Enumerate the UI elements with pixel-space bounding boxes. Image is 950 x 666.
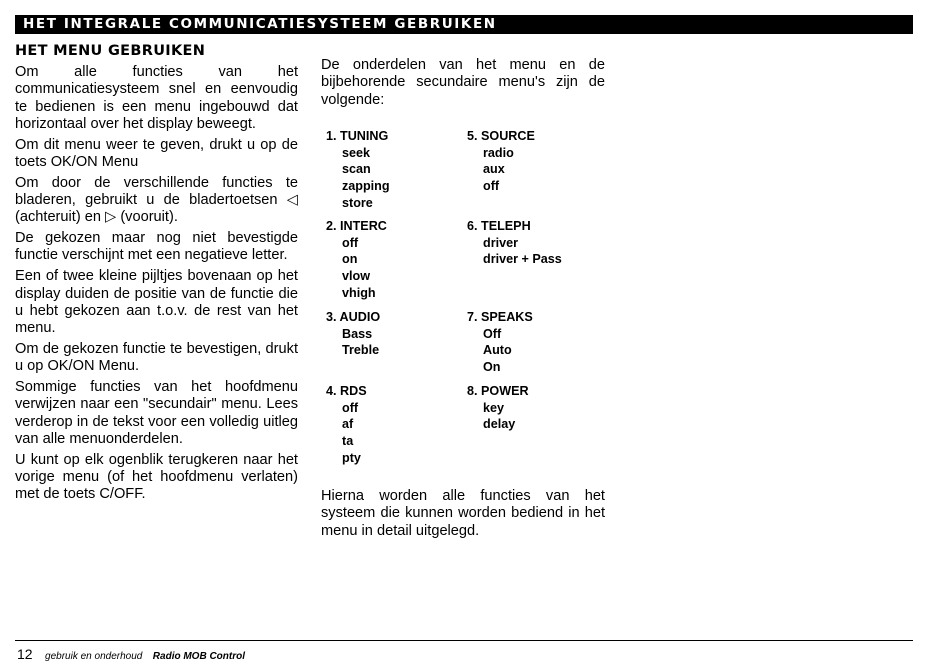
menu-item: store [342,195,373,210]
menu-group-title: 1. TUNING [326,129,389,143]
menu-group-power [467,383,529,433]
page-header-bar [15,15,913,34]
paragraph: Sommige functies van het hoofdmenu verwijzen naar een "secundair" menu. Lees verderop in de tekst voor een volledig uitleg van alle menuonderdelen. [15,379,298,447]
menu-group-tuning [326,128,390,212]
menu-group-title: 6. TELEPH [467,219,531,233]
menu-group-speaks [467,309,533,376]
paragraph: Om alle functies van het communicatiesysteem snel en eenvoudig te bedienen is een menu ingebouwd dat horizontaal over het display beweegt. [15,64,298,132]
menu-item: ta [342,434,354,449]
footer-product-name: Radio MOB Control [152,651,246,662]
menu-item: vlow [342,269,370,284]
menu-item: zapping [342,179,390,194]
menu-item: Bass [342,326,373,341]
menu-item: scan [342,162,371,177]
menu-item: On [483,360,501,375]
menu-item: aux [483,162,505,177]
paragraph: Een of twee kleine pijltjes bovenaan op het display duiden de positie van de functie die u hebt gekozen aan t.o.v. de rest van het menu. [15,268,298,337]
menu-item: delay [483,417,516,432]
menu-group-interc [326,218,387,302]
menu-item: pty [342,450,361,465]
menu-group-title: 5. SOURCE [467,129,535,143]
menu-item: Treble [342,343,380,358]
paragraph: Om de gekozen functie te bevestigen, drukt u op OK/ON Menu. [15,340,298,375]
menu-item: Off [483,326,502,341]
footer-divider [15,640,913,641]
menu-item: driver [483,235,519,250]
menu-group-title: 4. RDS [326,384,367,398]
menu-intro-text: De onderdelen van het menu en de bijbehorende secundaire menu's zijn de volgende: [321,57,605,108]
paragraph: Om door de verschillende functies te bladeren, gebruikt u de bladertoetsen ◁ (achteruit) en ▷ (vooruit). [15,174,298,226]
menu-group-title: 2. INTERC [326,219,387,233]
menu-item: off [342,235,359,250]
page-number: 12 [17,646,33,662]
menu-item: seek [342,145,371,160]
menu-item: radio [483,145,514,160]
menu-group-title: 3. AUDIO [326,310,381,324]
paragraph: U kunt op elk ogenblik terugkeren naar het vorige menu (of het hoofdmenu verlaten) met de toets C/OFF. [15,451,298,503]
menu-group-teleph [467,218,562,268]
menu-group-rds [326,383,367,467]
menu-group-source [467,128,535,195]
menu-item: on [342,252,358,267]
menu-group-title: 8. POWER [467,384,529,398]
menu-item: key [483,400,505,415]
page-footer [17,646,245,664]
menu-group-audio [326,309,380,359]
menu-item: vhigh [342,285,376,300]
page-header-title: HET INTEGRALE COMMUNICATIESYSTEEM GEBRUIKEN [23,16,497,32]
section-title: HET MENU GEBRUIKEN [15,43,206,59]
menu-group-title: 7. SPEAKS [467,310,533,324]
footer-text: gebruik en onderhoud [45,651,143,662]
paragraph: Om dit menu weer te geven, drukt u op de toets OK/ON Menu [15,136,298,170]
left-column [15,64,298,507]
paragraph: De gekozen maar nog niet bevestigde functie verschijnt met een negatieve letter. [15,230,298,264]
menu-item: af [342,417,354,432]
menu-item: driver + Pass [483,252,562,267]
menu-item: off [342,400,359,415]
menu-item: off [483,179,500,194]
menu-outro-text: Hierna worden alle functies van het systeem die kunnen worden bediend in het menu in detail uitgelegd. [321,488,605,539]
menu-item: Auto [483,343,512,358]
